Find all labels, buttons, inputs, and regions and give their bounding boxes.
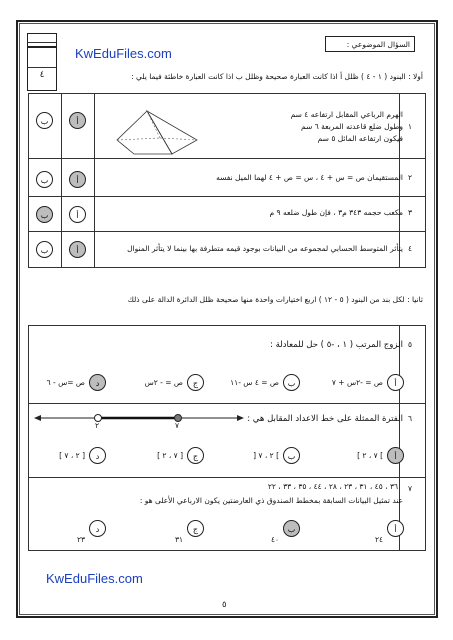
option-c-text: [ ٧ ، ٢ ] <box>157 451 183 460</box>
option-c-text: ص = - ٢س <box>144 378 183 387</box>
option-d-text: ص =س - ٦ <box>46 378 85 387</box>
choice-a[interactable]: أ <box>69 206 86 223</box>
item-text-line: وطول ضلع قاعدته المربعة ٦ سم <box>301 122 403 131</box>
question-text: الزوج المرتب ( ١ ، -٥ ) حل للمعادلة : <box>270 340 403 350</box>
option-c[interactable]: ج <box>187 374 204 391</box>
page-number: ٥ <box>222 600 227 610</box>
item-number: ٣ <box>408 208 413 217</box>
option-c[interactable]: ج <box>187 447 204 464</box>
item-number: ٧ <box>408 484 413 493</box>
choice-a[interactable]: أ <box>69 241 86 258</box>
option-c-text: ٣١ <box>174 535 183 544</box>
option-a[interactable]: أ <box>387 520 404 537</box>
option-a-text: ٢٤ <box>374 535 383 544</box>
item-text-line: يتأثر المتوسط الحسابي لمجموعه من البيانات بوجود قيمه متطرفة بها بينما لا يتأثر المنوال <box>127 244 403 253</box>
question-data: ٣٦ ، ٤٥ ، ٣١ ، ٢٣ ، ٢٨ ، ٤٤ ، ٣٥ ، ٣٣ ، ٢٢ <box>267 482 398 491</box>
option-a-text: ص = -٢س + ٧ <box>331 378 383 387</box>
item-text-line: مكعب حجمه ٣٤٣ م٣ ، فإن طول ضلعه ٩ م <box>269 208 403 217</box>
option-b[interactable]: ب <box>283 447 300 464</box>
part2-instructions: ثانيا : لكل بند من البنود ( ٥ - ١٢ ) اربع اختيارات واحدة منها صحيحة ظلل الدائرة الدالة على ذلك <box>127 295 423 304</box>
option-a-text: ] ٧ ، ٢ ] <box>357 451 383 460</box>
numberline-closed-label: ٧ <box>175 421 180 430</box>
item-text-line: المستقيمان ص = س + ٤ ، س = ص + ٤ لهما الميل نفسه <box>216 173 403 182</box>
option-b[interactable]: ب <box>283 374 300 391</box>
item-number: ٢ <box>408 173 413 182</box>
option-a[interactable]: أ <box>387 374 404 391</box>
option-b-text: ] ٢ ، ٧ [ <box>253 451 279 460</box>
part2-table <box>28 325 426 551</box>
item-number: ١ <box>408 122 413 131</box>
watermark-bottom: KwEduFiles.com <box>46 571 143 586</box>
option-d-text: ٢٣ <box>76 535 85 544</box>
option-d[interactable]: د <box>89 374 106 391</box>
choice-b[interactable]: ب <box>36 206 53 223</box>
item-number: ٥ <box>408 340 413 349</box>
choice-b[interactable]: ب <box>36 241 53 258</box>
choice-b[interactable]: ب <box>36 171 53 188</box>
item-number: ٤ <box>408 244 413 253</box>
question-text: عند تمثيل البيانات السابقة بمخطط الصندوق ذي العارضتين يكون الارباعي الأعلى هو : <box>139 496 403 505</box>
option-a[interactable]: أ <box>387 447 404 464</box>
question-text: الفترة الممثلة على خط الاعداد المقابل هي : <box>247 414 403 424</box>
pyramid-figure <box>112 108 202 158</box>
watermark-top: KwEduFiles.com <box>75 46 172 61</box>
option-d-text: [ ٢ ، ٧ ] <box>59 451 85 460</box>
option-b-text: ٤٠ <box>270 535 279 544</box>
option-d[interactable]: د <box>89 447 106 464</box>
option-b-text: ص = ٤ س -١١ <box>230 378 279 387</box>
score-box <box>27 33 57 91</box>
choice-a[interactable]: أ <box>69 171 86 188</box>
option-b[interactable]: ب <box>283 520 300 537</box>
item-text-line: فيكون ارتفاعه المائل ٥ سم <box>317 134 403 143</box>
option-c[interactable]: ج <box>187 520 204 537</box>
part1-instructions: أولا : البنود ( ١ - ٤ ) ظلل أ اذا كانت العبارة صحيحة وظلل ب اذا كانت العبارة خاطئة فيما يلي : <box>131 72 423 81</box>
numberline-open-label: ٢ <box>95 421 100 430</box>
choice-a[interactable]: أ <box>69 112 86 129</box>
item-text-line: الهرم الرباعي المقابل ارتفاعه ٤ سم <box>290 110 403 119</box>
item-number: ٦ <box>408 414 413 423</box>
option-d[interactable]: د <box>89 520 106 537</box>
score-value: ٤ <box>39 70 45 80</box>
number-line <box>34 410 244 432</box>
section-title: السؤال الموضوعي : <box>325 36 415 52</box>
choice-b[interactable]: ب <box>36 112 53 129</box>
